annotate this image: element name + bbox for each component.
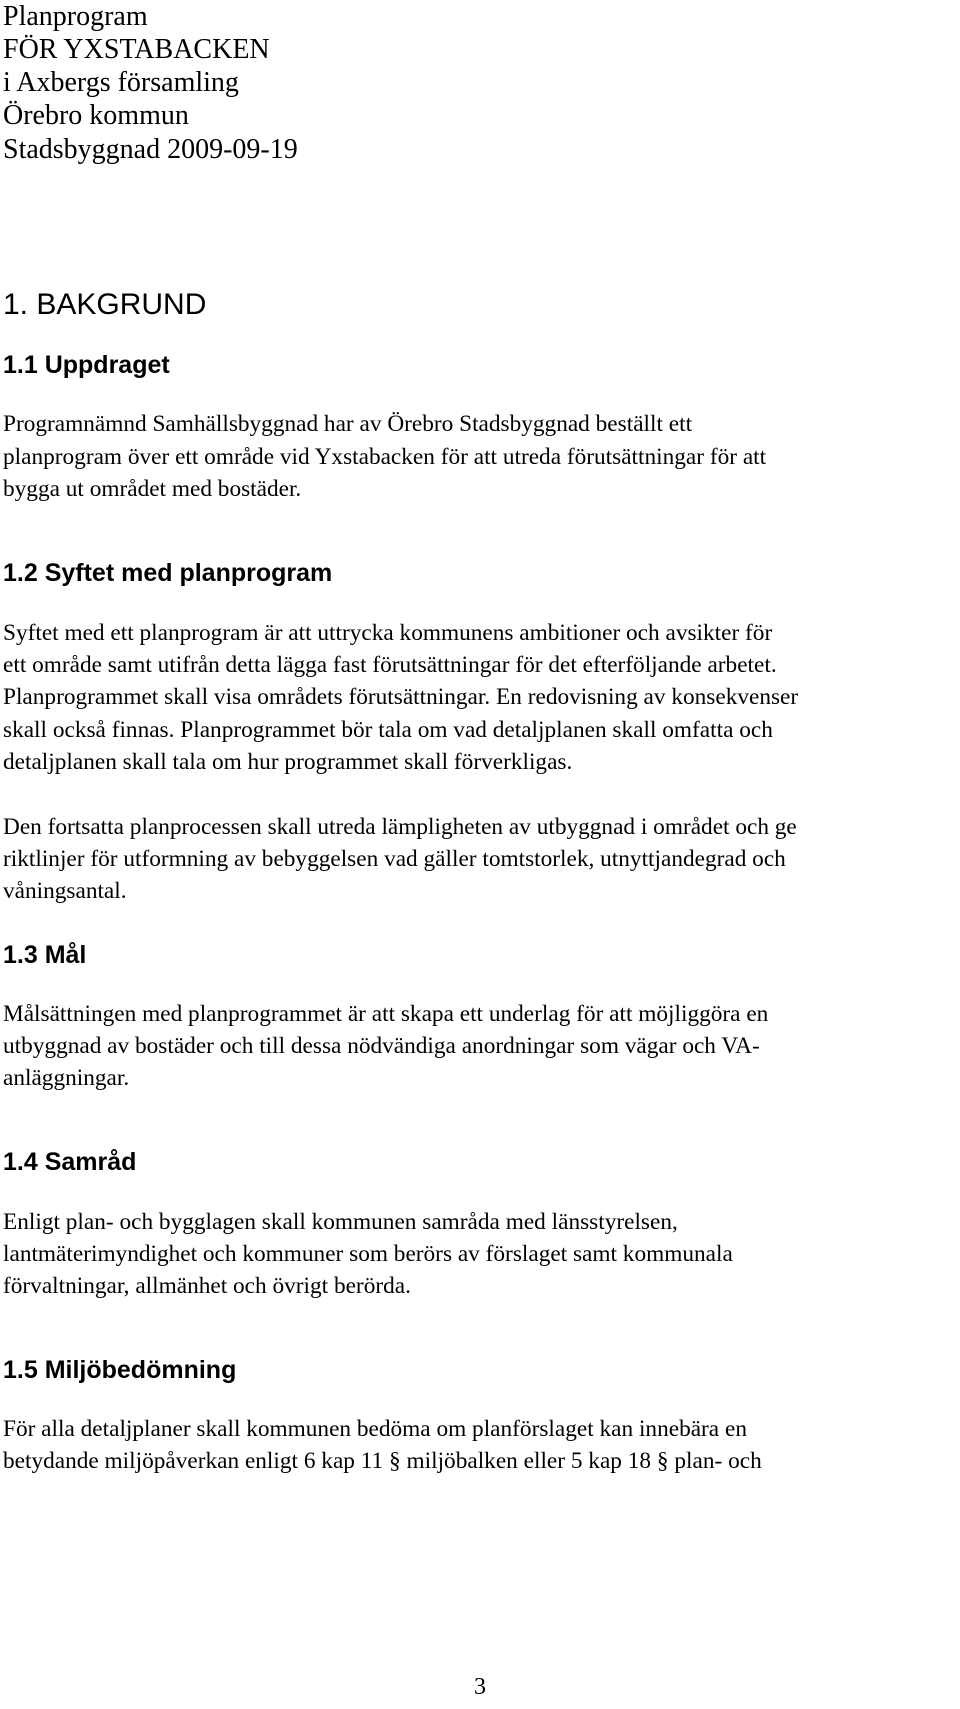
subsection-heading: 1.1 Uppdraget [3, 351, 170, 379]
text-line: bygga ut området med bostäder. [3, 476, 302, 502]
text-line: För alla detaljplaner skall kommunen bedöma om planförslaget kan innebära en [3, 1416, 747, 1442]
text-line: riktlinjer för utformning av bebyggelsen vad gäller tomtstorlek, utnyttjandegrad och [3, 846, 786, 872]
section-sign: § [656, 1448, 669, 1474]
text-line: Syftet med ett planprogram är att uttrycka kommunens ambitioner och avsikter för [3, 620, 773, 646]
text-line [3, 1445, 762, 1478]
text-line: Den fortsatta planprocessen skall utreda lämpligheten av utbyggnad i området och ge [3, 814, 797, 840]
subsection-heading: 1.5 Miljöbedömning [3, 1356, 237, 1384]
text-segment: plan- och [674, 1448, 762, 1474]
text-line: förvaltningar, allmänhet och övrigt berörda. [3, 1273, 411, 1299]
section-heading: 1. BAKGRUND [3, 288, 207, 321]
section-sign: § [389, 1448, 401, 1474]
subsection-heading: 1.2 Syftet med planprogram [3, 559, 333, 587]
text-line: Planprogrammet skall visa områdets förutsättningar. En redovisning av konsekvenser [3, 684, 799, 710]
text-line: anläggningar. [3, 1065, 130, 1091]
text-line: Enligt plan- och bygglagen skall kommunen samråda med länsstyrelsen, [3, 1209, 678, 1235]
subsection-heading: 1.4 Samråd [3, 1148, 137, 1176]
text-line: lantmäterimyndighet och kommuner som berörs av förslaget samt kommunala [3, 1241, 733, 1267]
page-number: 3 [474, 1674, 486, 1700]
subsection-heading: 1.3 Mål [3, 941, 87, 969]
text-segment: miljöbalken eller 5 kap 18 [406, 1448, 652, 1474]
text-line: våningsantal. [3, 878, 127, 904]
text-line: utbyggnad av bostäder och till dessa nödvändiga anordningar som vägar och VA- [3, 1033, 760, 1059]
text-segment: betydande miljöpåverkan enligt 6 kap 11 [3, 1448, 384, 1474]
text-line: detaljplanen skall tala om hur programmet skall förverkligas. [3, 749, 573, 775]
text-line: Programnämnd Samhällsbyggnad har av Örebro Stadsbyggnad beställt ett [3, 411, 693, 437]
text-line: Målsättningen med planprogrammet är att skapa ett underlag för att möjliggöra en [3, 1001, 769, 1027]
title-line: Planprogram [3, 1, 148, 32]
title-line: Örebro kommun [3, 100, 189, 131]
title-line: i Axbergs församling [3, 67, 239, 98]
text-line: ett område samt utifrån detta lägga fast förutsättningar för det efterföljande arbetet. [3, 652, 777, 678]
title-line: FÖR YXSTABACKEN [3, 34, 270, 65]
text-line: planprogram över ett område vid Yxstabacken för att utreda förutsättningar för att [3, 444, 767, 470]
title-line: Stadsbyggnad 2009-09-19 [3, 134, 298, 165]
text-line: skall också finnas. Planprogrammet bör tala om vad detaljplanen skall omfatta och [3, 717, 773, 743]
